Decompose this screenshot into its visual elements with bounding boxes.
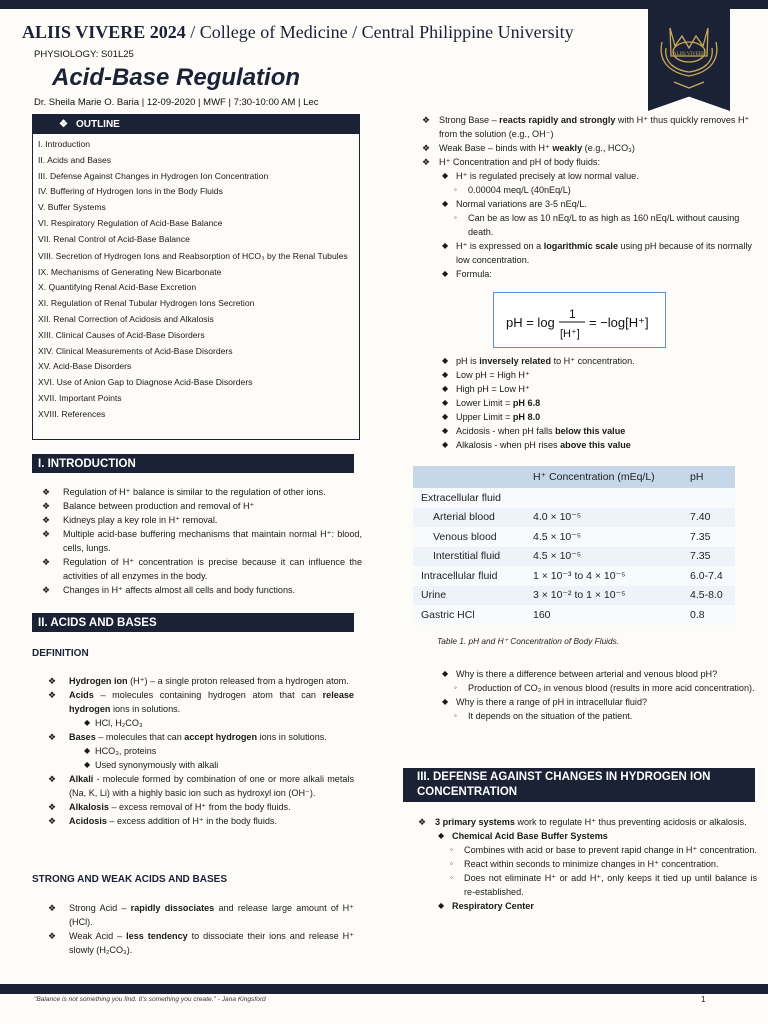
table-cell [533,488,690,508]
table-cell: Interstitial fluid [413,547,533,567]
ph-formula-graphic [494,293,667,349]
table-cell: 1 × 10⁻³ to 4 × 10⁻⁵ [533,566,690,586]
diamond-small-icon: ◆ [442,370,449,379]
outline-item: XIV. Clinical Measurements of Acid-Base Disorders [38,345,233,356]
diamond-small-icon: ◆ [442,440,449,449]
table-cell: 0.8 [690,605,735,625]
diamond-bullet-icon: ❖ [48,816,57,826]
list-item: ❖ Bases – molecules that can accept hydrogen ions in solutions. [48,732,327,742]
outline-item: XVII. Important Points [38,392,122,403]
list-item: ◆ Chemical Acid Base Buffer Systems [438,831,608,841]
section-heading-acids-and-bases: II. ACIDS AND BASES [32,613,354,632]
list-item: ◆ Alkalosis - when pH rises above this value [442,440,631,450]
diamond-small-icon: ◆ [442,412,449,421]
list-item: ❖ Alkalosis – excess removal of H⁺ from the body fluids. [48,802,291,812]
table-cell: 4.5 × 10⁻⁵ [533,547,690,567]
diamond-small-icon: ◆ [84,746,91,755]
table-cell: 4.5 × 10⁻⁵ [533,527,690,547]
outline-item: XIII. Clinical Causes of Acid-Base Disorders [38,329,205,340]
diamond-small-icon: ◆ [442,697,449,706]
diamond-bullet-icon: ❖ [422,115,431,125]
table-cell: 7.40 [690,508,735,528]
circle-bullet-icon: ◦ [454,711,457,720]
diamond-small-icon: ◆ [442,171,449,180]
list-item: ◦ It depends on the situation of the patient. [454,711,633,721]
defense-list [408,815,757,913]
table-cell: Arterial blood [413,508,533,528]
list-item: ◆ H⁺ is expressed on a logarithmic scale using pH because of its normally low concentration. [442,241,752,265]
diamond-small-icon: ◆ [442,241,449,250]
diamond-small-icon: ◆ [442,384,449,393]
diamond-small-icon: ◆ [442,398,449,407]
list-item: ◆ pH is inversely related to H⁺ concentration. [442,356,635,366]
list-item: ◆ Why is there a difference between arterial and venous blood pH? [442,669,718,679]
list-item: ◆ Formula: [442,269,492,279]
list-item: ◆ Respiratory Center [438,901,534,911]
list-item: ❖ H⁺ Concentration and pH of body fluids: [422,157,601,167]
table-row [413,488,735,508]
footer-quote: "Balance is not something you find. It's something you create." - Jana Kingsford [34,996,266,1003]
list-item: ❖ Acidosis – excess addition of H⁺ in the body fluids. [48,816,278,826]
list-item: ◦ 0.00004 meq/L (40nEq/L) [454,185,571,195]
table-header [413,466,533,488]
table-header: pH [690,466,735,488]
list-item: ❖ Regulation of H⁺ concentration is precise because it can influence the activities of all enzymes in the body. [42,557,362,581]
list-item: ◆ Why is there a range of pH in intracellular fluid? [442,697,648,707]
table-row [413,508,735,528]
section-heading-introduction: I. INTRODUCTION [32,454,354,473]
list-item: ◦ Can be as low as 10 nEq/L to as high as 160 nEq/L without causing death. [454,213,740,237]
list-item: ◆ Upper Limit = pH 8.0 [442,412,541,422]
svg-text:1: 1 [569,307,576,321]
table-cell: 4.5-8.0 [690,586,735,606]
outline-item: XVIII. References [38,408,106,419]
ph-facts-list [412,354,757,452]
definition-heading: DEFINITION [32,648,89,659]
outline-box [32,114,360,440]
outline-header [33,115,359,134]
list-item: ❖ Changes in H⁺ affects almost all cells and body functions. [42,585,296,595]
table-cell: 3 × 10⁻² to 1 × 10⁻⁵ [533,586,690,606]
outline-list [33,134,359,423]
list-item: ❖ Regulation of H⁺ balance is similar to the regulation of other ions. [42,487,326,497]
outline-item: XV. Acid-Base Disorders [38,361,132,372]
diamond-bullet-icon: ❖ [48,903,57,913]
svg-text:= −log[H⁺]: = −log[H⁺] [589,315,649,330]
diamond-bullet-icon: ❖ [48,690,57,700]
diamond-bullet-icon: ❖ [42,487,51,497]
diamond-small-icon: ◆ [442,269,449,278]
list-item: ◆ H⁺ is regulated precisely at low normal value. [442,171,639,181]
list-item: ❖ Acids – molecules containing hydrogen atom that can release hydrogen ions in solutions. [48,690,354,714]
diamond-small-icon: ◆ [442,199,449,208]
table-cell: 4.0 × 10⁻⁵ [533,508,690,528]
diamond-small-icon: ◆ [84,718,91,727]
diamond-bullet-icon: ❖ [48,774,57,784]
strong-weak-heading: STRONG AND WEAK ACIDS AND BASES [32,874,228,885]
outline-item: X. Quantifying Renal Acid-Base Excretion [38,282,197,293]
diamond-bullet-icon: ❖ [59,119,68,130]
list-item: ❖ Hydrogen ion (H⁺) – a single proton released from a hydrogen atom. [48,676,349,686]
list-item: ◆ Acidosis - when pH falls below this value [442,426,626,436]
circle-bullet-icon: ◦ [450,859,453,868]
outline-item: V. Buffer Systems [38,202,106,213]
diamond-small-icon: ◆ [438,831,445,840]
table-cell: 160 [533,605,690,625]
diamond-bullet-icon: ❖ [418,817,427,827]
outline-item: VII. Renal Control of Acid-Base Balance [38,233,190,244]
list-item: ❖ Strong Acid – rapidly dissociates and release large amount of H⁺ (HCl). [48,903,354,927]
ph-formula [493,292,666,348]
table-row [413,605,735,625]
outline-item: XVI. Use of Anion Gap to Diagnose Acid-Base Disorders [38,377,253,388]
table-cell: Intracellular fluid [413,566,533,586]
diamond-bullet-icon: ❖ [48,802,57,812]
list-item: ◆ High pH = Low H⁺ [442,384,530,394]
table-cell: Gastric HCl [413,605,533,625]
list-item: ❖ 3 primary systems work to regulate H⁺ thus preventing acidosis or alkalosis. [418,817,747,827]
list-item: ◦ Production of CO₂ in venous blood (results in more acid concentration). [454,683,755,693]
list-item: ◆ HCO₃, proteins [84,746,157,756]
diamond-bullet-icon: ❖ [422,143,431,153]
list-item: ◆ Low pH = High H⁺ [442,370,530,380]
course-code: PHYSIOLOGY: S01L25 [34,49,134,60]
outline-item: VI. Respiratory Regulation of Acid-Base Balance [38,217,223,228]
svg-text:pH = log: pH = log [506,315,555,330]
class-logo-badge [648,8,730,111]
list-item: ◆ HCl, H₂CO₃ [84,718,143,728]
diamond-bullet-icon: ❖ [42,557,51,567]
diamond-bullet-icon: ❖ [42,501,51,511]
list-item: ❖ Weak Base – binds with H⁺ weakly (e.g., HCO₃) [422,143,635,153]
table-cell: 7.35 [690,547,735,567]
diamond-small-icon: ◆ [442,356,449,365]
diamond-small-icon: ◆ [442,669,449,678]
table-row [413,566,735,586]
outline-item: IV. Buffering of Hydrogen Ions in the Body Fluids [38,186,223,197]
strong-weak-list [38,901,354,957]
list-item: ❖ Weak Acid – less tendency to dissociate their ions and release H⁺ slowly (H₂CO₃). [48,931,355,955]
page-title: Acid-Base Regulation [52,64,301,91]
list-item: ◦ Combines with acid or base to prevent rapid change in H⁺ concentration. [450,845,757,855]
body-fluids-table [413,466,735,625]
outline-item: III. Defense Against Changes in Hydrogen Ion Concentration [38,170,269,181]
diamond-bullet-icon: ❖ [42,585,51,595]
outline-item: I. Introduction [38,139,91,149]
diamond-bullet-icon: ❖ [42,515,51,525]
list-item: ❖ Kidneys play a key role in H⁺ removal. [42,515,218,525]
table-cell: Urine [413,586,533,606]
circle-bullet-icon: ◦ [454,683,457,692]
diamond-bullet-icon: ❖ [48,931,57,941]
table-row [413,586,735,606]
list-item: ❖ Balance between production and removal of H⁺ [42,501,255,511]
outline-item: XI. Regulation of Renal Tubular Hydrogen Ions Secretion [38,298,255,309]
table-header: H⁺ Concentration (mEq/L) [533,466,690,488]
page-number: 1 [701,995,706,1004]
top-bar [0,0,768,9]
section-heading-defense: III. DEFENSE AGAINST CHANGES IN HYDROGEN ION CONCENTRATION [403,768,755,802]
list-item: ❖ Strong Base – reacts rapidly and strongly with H⁺ thus quickly removes H⁺ from the solution (e.g., OH⁻) [422,115,750,139]
table-cell: Extracellular fluid [413,488,533,508]
table-header-row [413,466,735,488]
list-item: ❖ Alkali - molecule formed by combination of one or more alkali metals (Na, K, Li) with a highly basic ion such as hydroxyl ion (OH⁻). [48,774,354,798]
circle-bullet-icon: ◦ [450,845,453,854]
table-cell [690,488,735,508]
table-row [413,547,735,567]
diamond-bullet-icon: ❖ [48,732,57,742]
table-cell: 7.35 [690,527,735,547]
table-cell: 6.0-7.4 [690,566,735,586]
list-item: ◦ React within seconds to minimize changes in H⁺ concentration. [450,859,719,869]
list-item: ◆ Normal variations are 3-5 nEq/L. [442,199,587,209]
list-item: ◆ Used synonymously with alkali [84,760,219,770]
table-cell: Venous blood [413,527,533,547]
diamond-small-icon: ◆ [438,901,445,910]
diamond-bullet-icon: ❖ [42,529,51,539]
table-caption: Table 1. pH and H⁺ Concentration of Body Fluids. [437,636,620,646]
table-row [413,527,735,547]
introduction-list [32,485,362,597]
outline-item: XII. Renal Correction of Acidosis and Alkalosis [38,313,214,324]
diamond-small-icon: ◆ [84,760,91,769]
logo-crest-icon [648,8,730,111]
lecture-info: Dr. Sheila Marie O. Baria | 12-09-2020 | MWF | 7:30-10:00 AM | Lec [34,97,319,108]
outline-item: II. Acids and Bases [38,154,112,165]
list-item: ◆ Lower Limit = pH 6.8 [442,398,541,408]
list-item: ◦ Does not eliminate H⁺ or add H⁺, only keeps it tied up until balance is re-established. [450,873,757,897]
footer-bar [0,984,768,994]
outline-heading: OUTLINE [75,119,120,130]
outline-item: IX. Mechanisms of Generating New Bicarbonate [38,266,222,277]
header-title: ALIIS VIVERE 2024 / College of Medicine / Central Philippine University [22,22,574,42]
diamond-bullet-icon: ❖ [422,157,431,167]
questions-list [412,667,757,723]
definitions-list [38,674,354,828]
svg-text:ALIIS VIVERE: ALIIS VIVERE [672,52,706,57]
circle-bullet-icon: ◦ [450,873,453,882]
circle-bullet-icon: ◦ [454,213,457,222]
diamond-bullet-icon: ❖ [48,676,57,686]
svg-text:[H⁺]: [H⁺] [560,328,580,340]
strong-weak-base-list [412,113,757,281]
diamond-small-icon: ◆ [442,426,449,435]
circle-bullet-icon: ◦ [454,185,457,194]
list-item: ❖ Multiple acid-base buffering mechanisms that maintain normal H⁺: blood, cells, lungs. [42,529,362,553]
outline-item: VIII. Secretion of Hydrogen Ions and Reabsorption of HCO₃ by the Renal Tubules [38,250,348,261]
